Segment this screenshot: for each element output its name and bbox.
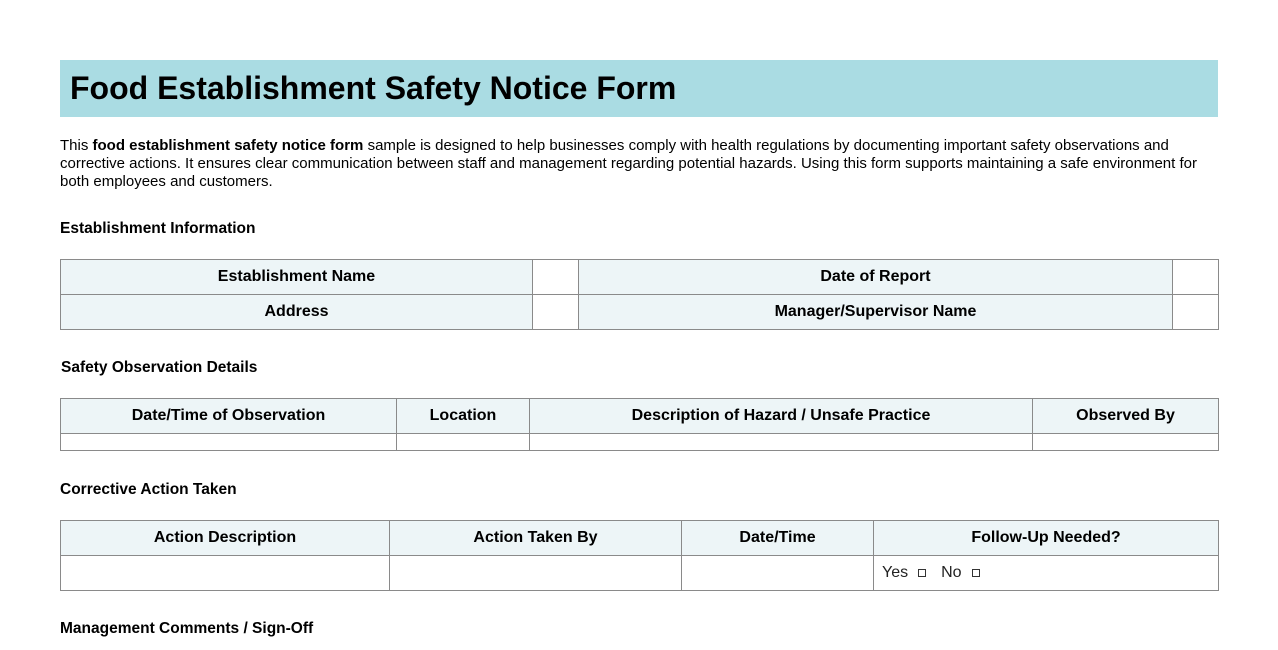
follow-up-no-label: No bbox=[941, 564, 962, 581]
column-header-date-time-observation: Date/Time of Observation bbox=[61, 399, 397, 434]
observation-hazard-field[interactable] bbox=[530, 434, 1033, 451]
manager-name-field[interactable] bbox=[1173, 295, 1219, 330]
title-banner bbox=[60, 60, 1218, 117]
follow-up-yes-label: Yes bbox=[882, 564, 909, 581]
column-header-action-taken-by: Action Taken By bbox=[390, 521, 682, 556]
column-header-observed-by: Observed By bbox=[1033, 399, 1219, 434]
address-label: Address bbox=[61, 295, 533, 330]
corrective-action-table bbox=[60, 520, 1219, 591]
column-header-date-time: Date/Time bbox=[682, 521, 874, 556]
column-header-follow-up: Follow-Up Needed? bbox=[874, 521, 1219, 556]
column-header-action-description: Action Description bbox=[61, 521, 390, 556]
follow-up-yes-checkbox[interactable] bbox=[918, 569, 926, 577]
section-title-observation: Safety Observation Details bbox=[61, 359, 258, 376]
table-row bbox=[61, 556, 1219, 591]
section-title-establishment: Establishment Information bbox=[60, 220, 256, 237]
manager-name-label: Manager/Supervisor Name bbox=[579, 295, 1173, 330]
section-title-corrective: Corrective Action Taken bbox=[60, 481, 237, 498]
form-page bbox=[60, 60, 1218, 638]
table-header-row bbox=[61, 521, 1219, 556]
intro-bold: food establishment safety notice form bbox=[92, 137, 364, 154]
table-row bbox=[61, 434, 1219, 451]
table-row bbox=[61, 295, 1219, 330]
address-field[interactable] bbox=[533, 295, 579, 330]
observation-observed-by-field[interactable] bbox=[1033, 434, 1219, 451]
action-taken-by-field[interactable] bbox=[390, 556, 682, 591]
column-header-hazard-description: Description of Hazard / Unsafe Practice bbox=[530, 399, 1033, 434]
intro-suffix: sample is designed to help businesses comply with health regulations by documenting important safety observations and corrective actions. It ensures clear communication between staff and management regarding potential hazards. Using this form supports maintaining a safe environment for both employees and customers. bbox=[60, 137, 1197, 190]
table-row bbox=[61, 260, 1219, 295]
intro-paragraph bbox=[60, 137, 1218, 191]
establishment-table bbox=[60, 259, 1219, 330]
page-title: Food Establishment Safety Notice Form bbox=[70, 70, 677, 106]
date-of-report-field[interactable] bbox=[1173, 260, 1219, 295]
observation-date-time-field[interactable] bbox=[61, 434, 397, 451]
section-title-management: Management Comments / Sign-Off bbox=[60, 620, 314, 637]
column-header-location: Location bbox=[397, 399, 530, 434]
follow-up-no-checkbox[interactable] bbox=[972, 569, 980, 577]
action-date-time-field[interactable] bbox=[682, 556, 874, 591]
action-description-field[interactable] bbox=[61, 556, 390, 591]
establishment-name-field[interactable] bbox=[533, 260, 579, 295]
table-header-row bbox=[61, 399, 1219, 434]
intro-prefix: This bbox=[60, 137, 93, 154]
observation-table bbox=[60, 398, 1219, 451]
establishment-name-label: Establishment Name bbox=[61, 260, 533, 295]
follow-up-cell bbox=[874, 556, 1219, 591]
date-of-report-label: Date of Report bbox=[579, 260, 1173, 295]
observation-location-field[interactable] bbox=[397, 434, 530, 451]
